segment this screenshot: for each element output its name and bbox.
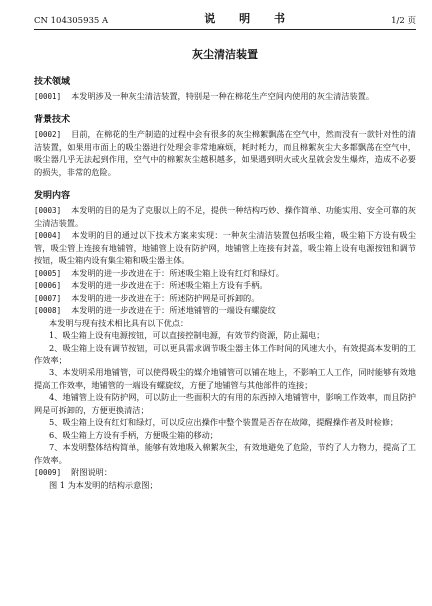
advantages-intro: 本发明与现有技术相比具有以下优点： xyxy=(49,317,189,328)
paragraph xyxy=(34,90,416,102)
paragraph-text: 本发明的进一步改进在于：所述地铺管的一端设有螺旋纹 xyxy=(71,305,276,316)
paragraph-number: [0007] xyxy=(34,293,62,303)
header-title: 说 明 书 xyxy=(204,12,295,25)
paragraph-number: [0003] xyxy=(34,206,62,216)
paragraph-number: [0006] xyxy=(34,281,62,291)
paragraph xyxy=(34,466,416,478)
page-number: 1/2 页 xyxy=(391,16,416,26)
patent-number: CN 104305935 A xyxy=(34,16,109,26)
paragraph-text: 本发明涉及一种灰尘清洁装置，特别是一种在棉花生产空间内使用的灰尘清洁装置。 xyxy=(71,91,375,101)
paragraph-text: 附图说明： xyxy=(71,467,113,478)
document-title: 灰尘清洁装置 xyxy=(192,48,258,61)
list-item: 4、地铺管上设有防护网，可以防止一些面积大的有用的东西掉入地铺管中，影响工作效率，而且防护网是可拆卸的，方便更换清洁； xyxy=(34,392,416,415)
section-heading-background: 背景技术 xyxy=(34,115,71,126)
list-item: 3、本发明采用地铺管，可以使得吸尘的媒介地铺管可以铺在地上，不影响工人工作，同时能够有效地提高工作效率，地铺管的一端设有螺旋纹，方便了地铺管与其他部件的连接； xyxy=(34,367,416,390)
list-item: 1、吸尘箱上设有电源按钮，可以直接控制电源，有效节约资源，防止漏电； xyxy=(49,330,325,341)
section-heading-summary: 发明内容 xyxy=(34,191,71,202)
paragraph xyxy=(34,229,416,266)
paragraph-number: [0005] xyxy=(34,268,62,278)
paragraph-text: 目前，在棉花的生产制造的过程中会有很多的灰尘棉絮飘荡在空气中，然而没有一款针对性的清洁装置，如果用市面上的吸尘器进行处理会非常地麻烦，耗时耗力，而且棉絮灰尘大多都飘荡在空气中，吸尘器几乎无法起到作用，空气中的棉絮灰尘越积越多，如果遇到明火或火星就会发生爆炸，造成不必要的损失，非常的危险。 xyxy=(34,129,416,177)
paragraph-number: [0008] xyxy=(34,306,62,316)
paragraph-text: 本发明的进一步改进在于：所述吸尘箱上方设有手柄。 xyxy=(71,280,268,291)
list-item: 5、吸尘箱上设有红灯和绿灯，可以反应出操作中整个装置是否存在故障，提醒操作者及时检修； xyxy=(49,417,399,428)
paragraph-number: [0001] xyxy=(34,92,62,101)
list-item: 6、吸尘箱上方设有手柄，方便吸尘箱的移动； xyxy=(49,429,218,440)
paragraph xyxy=(34,292,416,304)
paragraph xyxy=(34,304,416,316)
list-item: 2、吸尘箱上设有调节按钮，可以更具需求调节吸尘器主体工作时间的风速大小，有效提高本发明的工作效率； xyxy=(34,342,416,365)
paragraph-text: 本发明的目的通过以下技术方案来实现：一种灰尘清洁装置包括吸尘箱，吸尘箱下方设有吸尘管，吸尘管上连接有地铺管，地铺管上设有防护网，地铺管上连接有封盖，吸尘箱上设有电源按钮和调节按钮，吸尘箱内设有集尘箱和吸尘器主体。 xyxy=(34,230,416,266)
paragraph xyxy=(34,279,416,291)
paragraph-text: 本发明的进一步改进在于：所述防护网是可拆卸的。 xyxy=(71,292,260,303)
page-header xyxy=(34,10,416,30)
list-item: 7、本发明整体结构简单，能够有效地吸入棉絮灰尘，有效地避免了危险，节约了人力物力，提高了工作效率。 xyxy=(34,442,416,465)
paragraph-number: [0004] xyxy=(34,231,62,241)
paragraph xyxy=(34,204,416,229)
advantages-list xyxy=(34,329,416,466)
paragraph-text: 本发明的进一步改进在于：所述吸尘箱上设有红灯和绿灯。 xyxy=(71,267,284,278)
paragraph-text: 本发明的目的是为了克服以上的不足，提供一种结构巧妙、操作简单、功能实用、安全可靠的灰尘清洁装置。 xyxy=(34,205,416,228)
paragraph xyxy=(34,128,416,178)
paragraph xyxy=(34,267,416,279)
paragraph-number: [0002] xyxy=(34,130,62,140)
figure-caption-line: 图 1 为本发明的结构示意图； xyxy=(49,479,158,490)
paragraph-number: [0009] xyxy=(34,468,62,478)
section-heading-technical-field: 技术领域 xyxy=(34,77,71,87)
